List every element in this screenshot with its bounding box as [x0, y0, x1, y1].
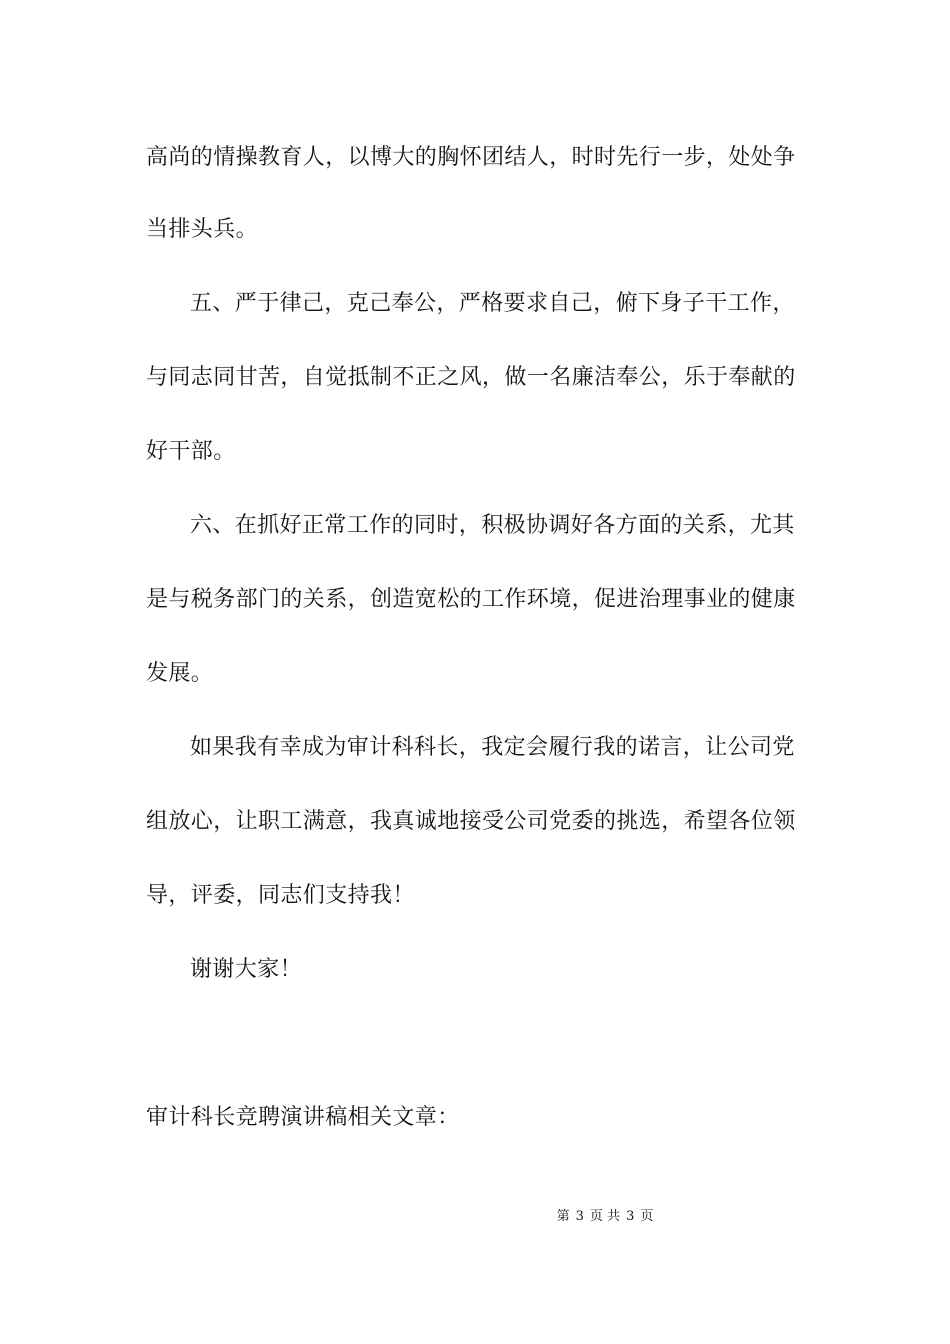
paragraph-line: 好干部。 — [146, 439, 236, 464]
page-footer — [0, 1208, 950, 1226]
footer-suffix: 页 — [640, 1209, 654, 1224]
footer-total-pages: 3 — [626, 1209, 635, 1224]
closing-thanks: 谢谢大家！ — [190, 957, 303, 982]
paragraph-line: 组放心，让职工满意，我真诚地接受公司党委的挑选，希望各位领 — [146, 809, 796, 834]
paragraph-line: 发展。 — [146, 661, 214, 686]
paragraph-line: 六、在抓好正常工作的同时，积极协调好各方面的关系，尤其 — [190, 513, 795, 538]
paragraph-line: 如果我有幸成为审计科科长，我定会履行我的诺言，让公司党 — [190, 735, 795, 760]
paragraph-line: 高尚的情操教育人，以博大的胸怀团结人，时时先行一步，处处争 — [146, 145, 796, 170]
paragraph-line: 是与税务部门的关系，创造宽松的工作环境，促进治理事业的健康 — [146, 587, 796, 612]
footer-current-page: 3 — [575, 1209, 584, 1224]
paragraph-line: 导，评委，同志们支持我！ — [146, 883, 415, 908]
related-articles-heading: 审计科长竞聘演讲稿相关文章： — [146, 1105, 460, 1130]
footer-prefix: 第 — [556, 1209, 570, 1224]
paragraph-line: 当排头兵。 — [146, 217, 259, 242]
footer-middle: 页 共 — [589, 1209, 621, 1224]
paragraph-line: 五、严于律己，克己奉公，严格要求自己，俯下身子干工作， — [190, 291, 795, 316]
paragraph-line: 与同志同甘苦，自觉抵制不正之风，做一名廉洁奉公，乐于奉献的 — [146, 365, 796, 390]
